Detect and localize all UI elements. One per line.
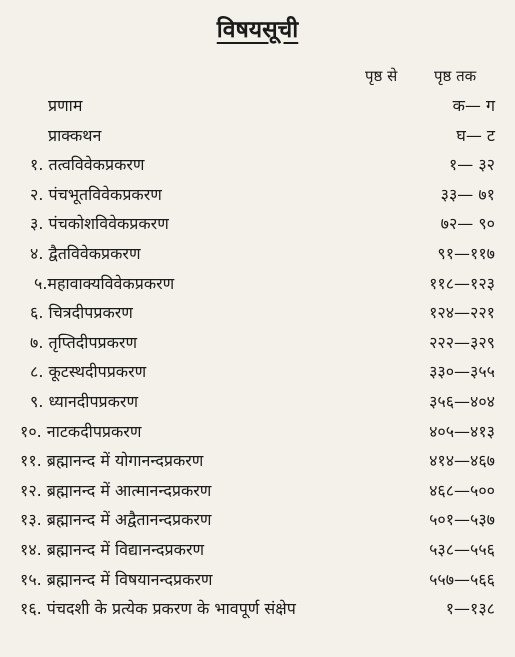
entry-label: प्रणाम — [48, 96, 83, 115]
toc-entry — [0, 240, 515, 270]
entry-pages: १— ३२ — [448, 155, 495, 175]
column-header-from: पृष्ठ से — [365, 67, 398, 85]
page-title: विषयसूची — [216, 17, 299, 43]
entry-pages: ११८—१२३ — [429, 273, 495, 293]
entry-label: ९. ध्यानदीपप्रकरण — [30, 391, 139, 411]
entry-pages: ४१४—४६७ — [429, 451, 495, 471]
entry-pages: १२४—२२१ — [429, 303, 495, 323]
entry-pages: ४०५—४१३ — [429, 421, 495, 441]
toc-entry — [0, 447, 515, 477]
entry-label: ३. पंचकोशविवेकप्रकरण — [30, 214, 169, 234]
entry-label: १०. नाटकदीपप्रकरण — [20, 421, 142, 441]
entry-pages: १—१३८ — [445, 599, 495, 619]
entry-label: १६. पंचदशी के प्रत्येक प्रकरण के भावपूर्ण संक्षेप — [20, 599, 296, 619]
entry-pages: ३३०—३५५ — [429, 362, 495, 382]
toc-entry — [0, 566, 515, 596]
entry-label: १४. ब्रह्मानन्द में विद्यानन्दप्रकरण — [20, 539, 205, 559]
toc-entry — [0, 418, 515, 448]
entry-pages: २२२—३२९ — [429, 332, 495, 352]
toc-entry — [0, 210, 515, 240]
entry-pages: ५०१—५३७ — [429, 510, 495, 530]
entry-label: ७. तृप्तिदीपप्रकरण — [30, 332, 138, 352]
entry-pages: ४६८—५०० — [429, 480, 495, 500]
entry-label: ६. चित्रदीपप्रकरण — [30, 303, 133, 323]
toc-entry — [0, 477, 515, 507]
entry-label: ५.महावाक्यविवेकप्रकरण — [34, 273, 175, 293]
toc-entry — [0, 506, 515, 536]
entry-label: १३. ब्रह्मानन्द में अद्वैतानन्दप्रकरण — [20, 510, 212, 530]
entry-pages: ३५६—४०४ — [429, 391, 495, 411]
entry-pages: ७२— ९० — [440, 214, 495, 234]
toc-entry — [0, 270, 515, 300]
toc-entry — [0, 388, 515, 418]
entry-label: ८. कूटस्थदीपप्रकरण — [30, 362, 147, 382]
toc-entry — [0, 358, 515, 388]
entry-pages: ५३८—५५६ — [429, 539, 495, 559]
entry-label: ४. द्वैतविवेकप्रकरण — [30, 243, 141, 263]
entry-pages: घ— ट — [456, 125, 495, 145]
toc-entry — [0, 536, 515, 566]
toc-entry — [0, 595, 515, 625]
entry-pages: ५५७—५६६ — [429, 569, 495, 589]
column-header-to: पृष्ठ तक — [434, 67, 477, 85]
toc-entry — [0, 151, 515, 181]
entry-label: २. पंचभूतविवेकप्रकरण — [30, 184, 162, 204]
toc-entry — [0, 122, 515, 152]
toc-entry — [0, 181, 515, 211]
entry-pages: ९१—११७ — [437, 243, 495, 263]
entry-label: ११. ब्रह्मानन्द में योगानन्दप्रकरण — [20, 451, 204, 471]
toc-entry — [0, 92, 515, 122]
entry-label: १. तत्वविवेकप्रकरण — [30, 155, 145, 175]
toc-entry — [0, 329, 515, 359]
toc-list — [0, 92, 515, 625]
entry-label: १२. ब्रह्मानन्द में आत्मानन्दप्रकरण — [20, 480, 212, 500]
entry-label: प्राक्कथन — [48, 125, 102, 145]
entry-pages: ३३— ७१ — [440, 184, 495, 204]
entry-pages: क— ग — [452, 96, 495, 115]
toc-entry — [0, 299, 515, 329]
entry-label: १५. ब्रह्मानन्द में विषयानन्दप्रकरण — [20, 569, 213, 589]
